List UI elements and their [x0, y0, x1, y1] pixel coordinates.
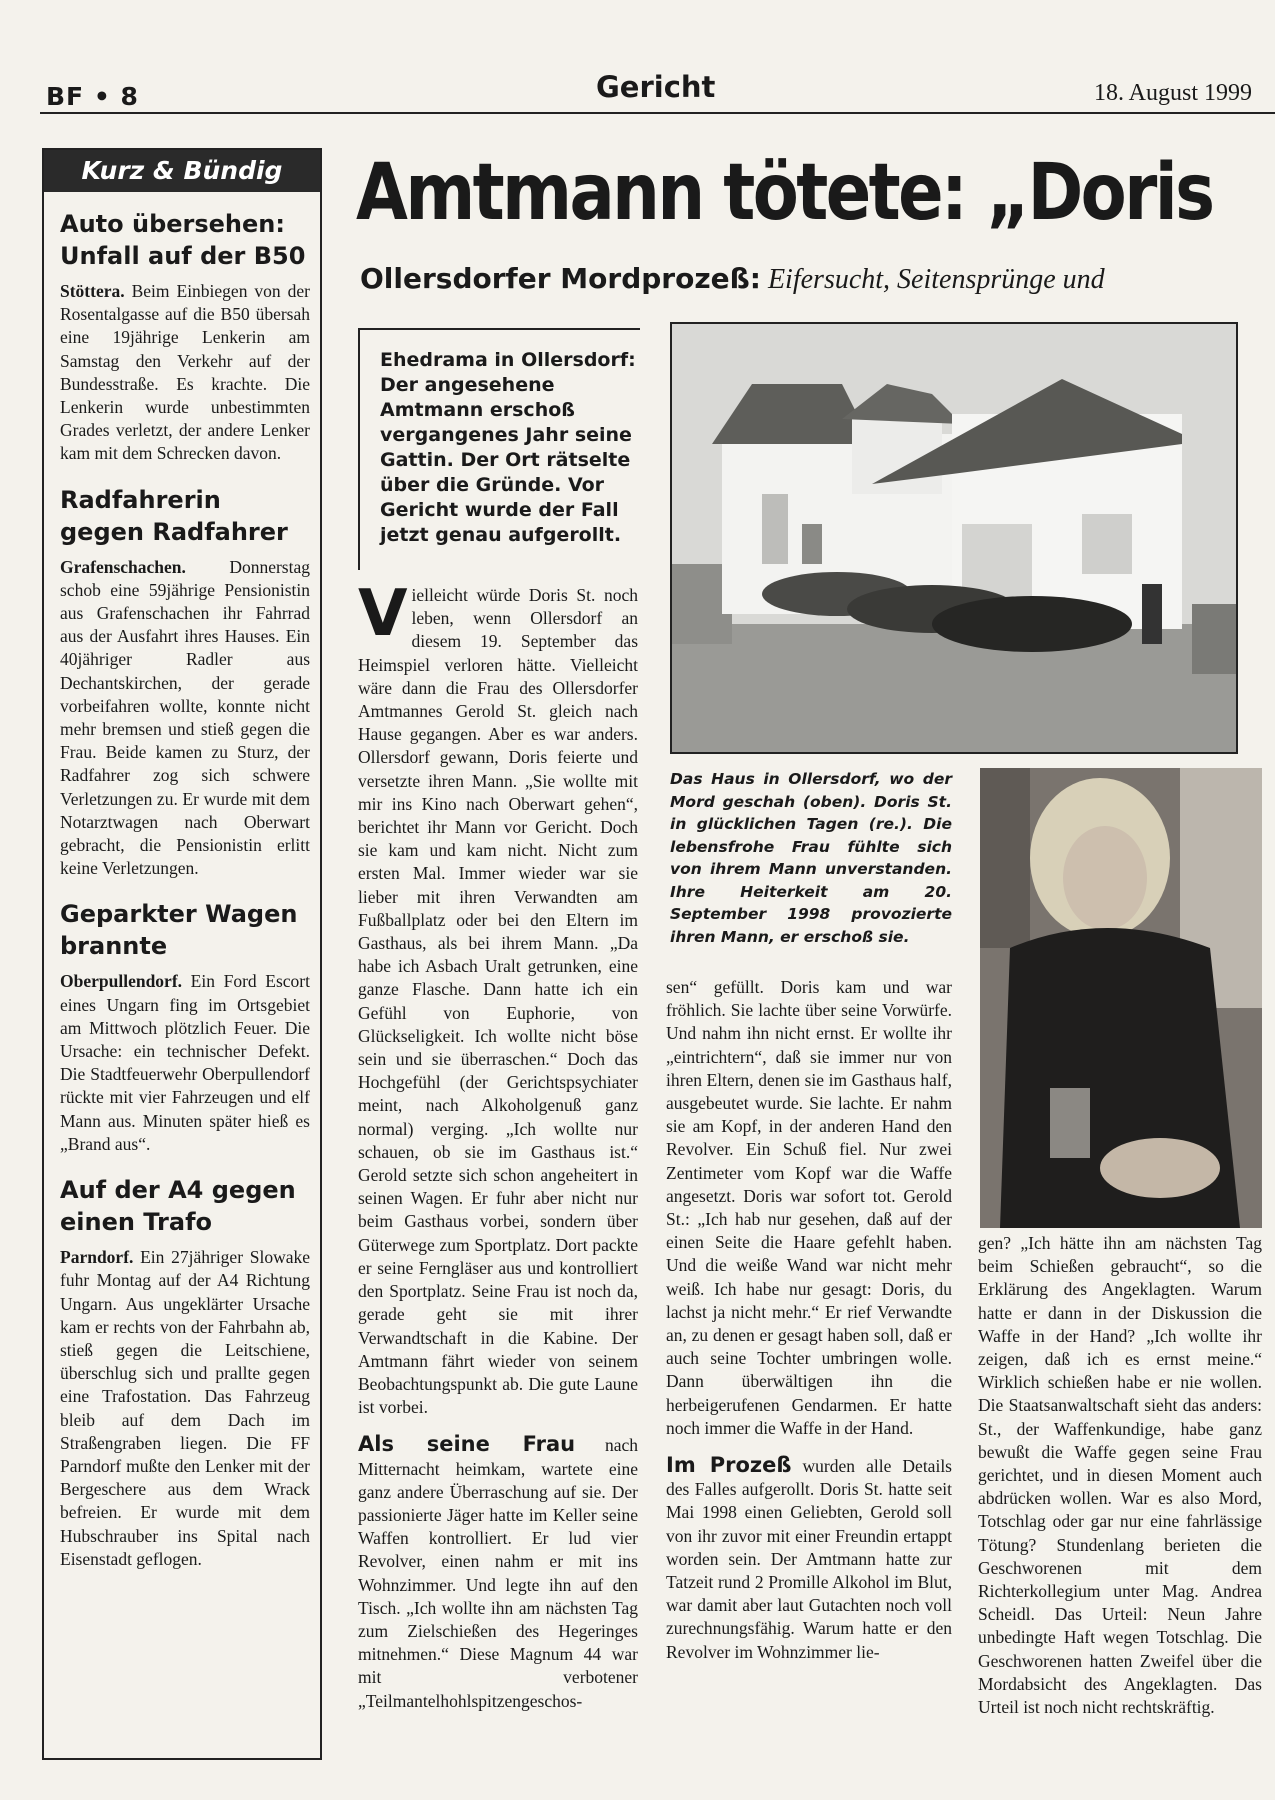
- article-subhead: Ollersdorfer Mordprozeß: Eifersucht, Seitensprünge und: [360, 262, 1105, 295]
- section-title: Gericht: [596, 70, 716, 104]
- news-text-1: Stöttera. Beim Einbiegen von der Rosentalgasse auf die B50 übersah eine 19jährige Lenkerin am Samstag den Verkehr auf der Bundesstraße. Es krachte. Die Lenkerin wurde unbestimmten Grades verletzt, der andere Lenker kam mit dem Schrecken davon.: [60, 281, 310, 464]
- news-title-4: Auf der A4 gegen einen Trafo: [60, 1176, 296, 1237]
- news-title-3: Geparkter Wagen brannte: [60, 900, 298, 961]
- subheading-als-seine-frau: Als seine Frau: [358, 1432, 576, 1457]
- news-text-3: Oberpullendorf. Ein Ford Escort eines Ungarn fing im Ortsgebiet am Mittwoch plötzlich Feuer. Die Ursache: ein technischer Defekt. Die Stadtfeuerwehr Oberpullendorf rückte mit vier Fahrzeugen und elf Mann aus. Minuten später hieß es „Brand aus“.: [60, 971, 310, 1154]
- portrait-photo: [980, 768, 1262, 1228]
- article-column-3: [978, 1232, 1262, 1719]
- news-place-3: Oberpullendorf.: [60, 971, 183, 992]
- news-place-1: Stöttera.: [60, 281, 125, 301]
- photo-caption: Das Haus in Ollersdorf, wo der Mord geschah (oben). Doris St. in glücklichen Tagen (re.). Die lebensfrohe Frau fühlte sich von ihrem Mann unverstanden. Ihre Heiterkeit am 20. September 1998 provozierte ihren Mann, er erschoß sie.: [670, 770, 952, 946]
- column-1-paragraph-2: Als seine Frau nach Mitternacht heimkam, wartete eine ganz andere Überraschung auf sie. Der passionierte Jäger hatte im Keller seine Waffen kontrolliert. Er lud vier Revolver, einen nahm er mit ins Wohnzimmer. Und legte ihn auf den Tisch. „Ich wollte ihn am nächsten Tag zum Zielschießen des Hegeringes mitnehmen.“ Diese Magnum 44 war mit verbotener „Teilmantelhohlspitzengeschos-: [358, 1432, 638, 1711]
- news-place-2: Grafenschachen.: [60, 556, 186, 577]
- column-3-paragraph-1: gen? „Ich hätte ihn am nächsten Tag beim Schießen gebraucht“, so die Erklärung des Angeklagten. Warum hatte er dann in der Diskussion die Waffe in der Hand? „Ich wollte ihr zeigen, daß ich es ernst meine.“ Wirklich schießen habe er nie wollen. Die Staatsanwaltschaft sieht das anders: St., der Waffenkundige, habe ganz bewußt die Waffe gegen seine Frau gerichtet, und in diesen Moment auch abdrücken wollen. War es also Mord, Totschlag oder gar nur eine fahrlässige Tötung? Stundenlang berieten die Geschworenen mit dem Richterkollegium unter Mag. Andrea Scheidl. Das Urteil: Neun Jahre unbedingte Haft wegen Totschlag. Die Geschworenen hatten Zweifel über die Mordabsicht des Angeklagten. Das Urteil ist noch nicht rechtskräftig.: [978, 1233, 1262, 1718]
- house-photo-image: [672, 324, 1236, 752]
- header-rule: [40, 112, 1275, 114]
- house-photo: [670, 322, 1238, 754]
- portrait-photo-image: [980, 768, 1262, 1228]
- article-column-2: [666, 976, 952, 1664]
- sidebar-box: [42, 148, 322, 1760]
- news-place-4: Parndorf.: [60, 1247, 134, 1268]
- column-2-paragraph-2: Im Prozeß wurden alle Details des Falles aufgerollt. Doris St. hatte seit Mai 1998 einen Geliebten, Gerold soll von ihr zuvor mit einer Freundin ertappt worden sein. Der Amtmann hatte zur Tatzeit rund 2 Promille Alkohol im Blut, war damit aber laut Gutachten noch voll zurechnungsfähig. Warum hatte er den Revolver im Wohnzimmer lie-: [666, 1453, 952, 1662]
- lead-box: [358, 328, 640, 570]
- news-title-1: Auto übersehen: Unfall auf der B50: [60, 210, 306, 270]
- lead-text: Ehedrama in Ollersdorf: Der angesehene Amtmann erschoß vergangenes Jahr seine Gattin. Der Ort rätselte über die Gründe. Vor Gericht wurde der Fall jetzt genau aufgerollt.: [380, 349, 636, 546]
- article-headline: Amtmann tötete: „Doris: [356, 148, 1213, 238]
- issue-date: 18. August 1999: [1094, 80, 1253, 106]
- news-title-2: Radfahrerin gegen Radfahrer: [60, 485, 288, 546]
- subheading-im-prozess: Im Prozeß: [666, 1453, 792, 1478]
- sidebar-banner: Kurz & Bündig: [44, 150, 320, 192]
- news-text-2: Grafenschachen. Donnerstag schob eine 59jährige Pensionistin aus Grafenschachen ihr Fahrrad aus der Ausfahrt ihres Hauses. Ein 40jähriger Radler aus Dechantskirchen, der gerade vorbeifahren wollte, konnte nicht mehr bremsen und stieß gegen die Frau. Beide kamen zu Sturz, der Radfahrer zog sich schwere Verletzungen zu. Er wurde mit dem Notarztwagen nach Oberwart gebracht, die Pensionistin erlitt keine Verletzungen.: [60, 556, 310, 879]
- column-2-paragraph-1: sen“ gefüllt. Doris kam und war fröhlich. Sie lachte über seine Vorwürfe. Und nahm ihn nicht ernst. Er wollte ihr „eintrichtern“, daß sie immer nur von ihren Eltern, denen sie im Gasthaus half, ausgebeutet wurde. Sie lachte. Er nahm sie am Kopf, in der anderen Hand den Revolver. Ein Schuß fiel. Nur zwei Zentimeter vom Kopf war die Waffe angesetzt. Doris war sofort tot. Gerold St.: „Ich hab nur gesehen, daß auf der einen Seite die Haare gefehlt haben. Und die weiße Wand war nicht mehr weiß. Ich habe nur gesagt: Doris, du lachst ja nicht mehr.“ Er rief Verwandte an, zu denen er gesagt haben soll, daß er auch seine Tochter umbringen wolle. Dann überwältigen ihn die herbeigerufenen Gendarmen. Er hatte noch immer die Waffe in der Hand.: [666, 977, 952, 1438]
- news-text-4: Parndorf. Ein 27jähriger Slowake fuhr Montag auf der A4 Richtung Ungarn. Aus ungeklärter Ursache kam er rechts von der Fahrbahn ab, stieß gegen die Leitschiene, überschlug sich und prallte gegen eine Trafostation. Das Fahrzeug bleib auf dem Dach im Straßengraben liegen. Die FF Parndorf mußte den Lenker mit der Bergeschere aus dem Wrack befreien. Er wurde mit dem Hubschrauber ins Spital nach Eisenstadt geflogen.: [60, 1247, 310, 1569]
- column-1-paragraph-1: Vielleicht würde Doris St. noch leben, wenn Ollersdorf an diesem 19. September das Heimspiel verloren hätte. Vielleicht wäre dann die Frau des Ollersdorfer Amtmannes Gerold St. gleich nach Hause gegangen. Aber es war anders. Ollersdorf gewann, Doris feierte und versetzte ihren Mann. „Sie wollte mit mir ins Kino nach Oberwart gehen“, berichtet ihr Mann vor Gericht. Doch sie kam und kam nicht. Nicht zum ersten Mal. Immer wieder war sie lieber mit ihren Verwandten am Fußballplatz oder bei den Eltern im Gasthaus, als bei ihrem Mann. „Da habe ich Asbach Uralt getrunken, eine ganze Flasche. Dann hatte ich ein Gefühl von Euphorie, von Glückseligkeit. Ich wollte nicht böse sein und sie überraschen.“ Doch das Hochgefühl (der Gerichtspsychiater meint, nach Alkoholgenuß ganz normal) verging. „Ich wollte nur schauen, ob sie im Gasthaus ist.“ Gerold setzte sich schon angeheitert in seinen Wagen. Er fuhr aber nicht nur beim Gasthaus vorbei, sondern über Güterwege zum Sportplatz. Dort packte er seine Ferngläser aus und kontrolliert den Sportplatz. Seine Frau ist noch da, gerade geht sie mit ihrer Verwandtschaft in die Kabine. Der Amtmann fährt wieder von seinem Beobachtungspunkt ab. Die gute Laune ist vorbei.: [358, 577, 638, 1418]
- article-column-1: [358, 577, 638, 1713]
- sidebar-content: [60, 208, 310, 1589]
- page-number: BF • 8: [46, 82, 139, 111]
- drop-cap: V: [358, 577, 408, 651]
